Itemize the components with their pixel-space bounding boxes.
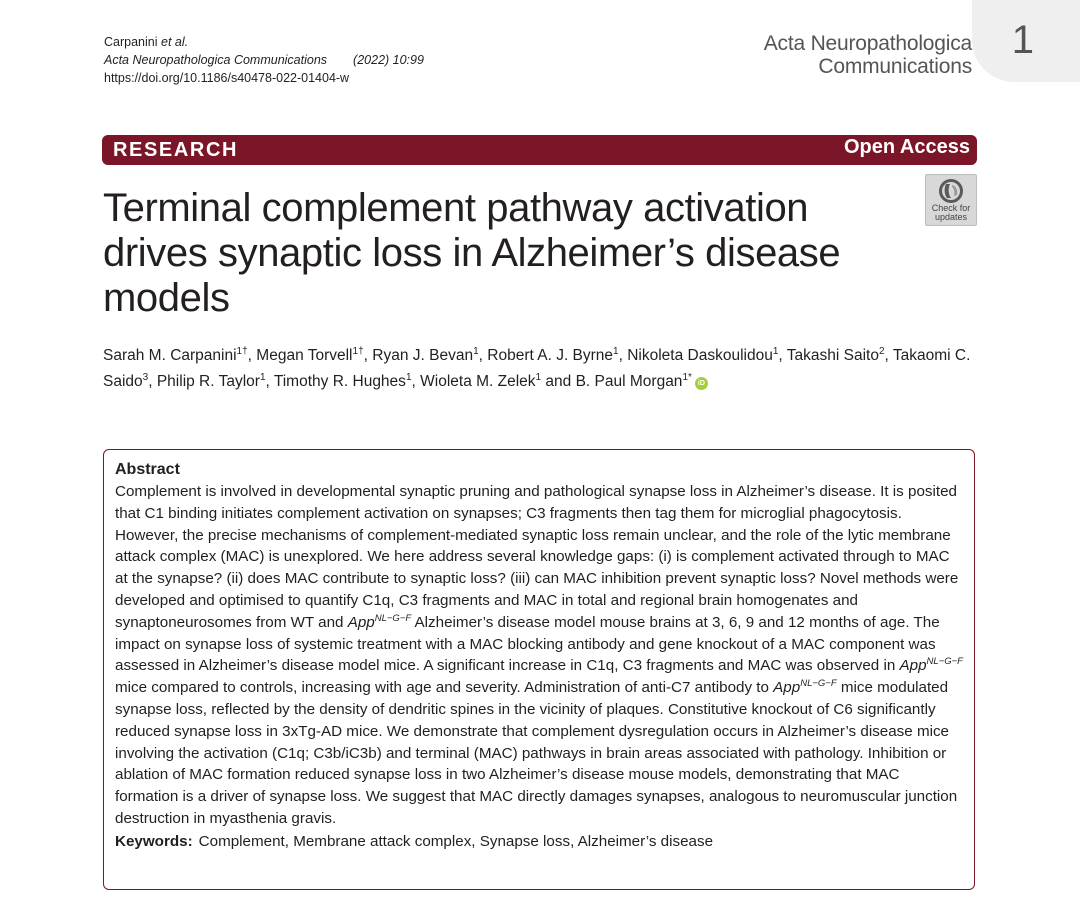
author-affiliation: 1* xyxy=(682,371,692,383)
citation-volume: (2022) 10:99 xyxy=(353,53,424,67)
citation-journal: Acta Neuropathologica Communications xyxy=(104,53,328,67)
gene-name: App xyxy=(899,657,927,675)
author-affiliation: 1 xyxy=(473,345,479,357)
abstract-segment: Alzheimer’s disease model mouse brains at 3, 6, 9 and 12 months of age. The impact on synapse loss of systemic treatment with a MAC blocking antibody and gene knockout of a MAC component was assessed in Alzheimer’s disease model mice. A significant increase in C1q, C3 fragments and MAC was observed in xyxy=(115,613,940,675)
author-name: Takaomi C. Saido xyxy=(103,347,971,390)
author-affiliation: 1 xyxy=(405,371,412,383)
gene-name: App xyxy=(347,613,375,631)
gene-superscript: NL−G−F xyxy=(374,612,412,624)
orcid-icon[interactable]: iD xyxy=(695,377,708,390)
check-updates-line1: Check for xyxy=(931,203,971,213)
page-number: 1 xyxy=(1011,18,1034,62)
journal-logo xyxy=(764,32,972,78)
author-list: Sarah M. Carpanini$^{1\dagger}$, Megan Torvell$^{1\dagger}$, Ryan J. Bevan$^1$, Robert A. J. Byrne$^1$, Nikoleta Daskoulidou$^1$, Takashi Saito$^2$, Takaomi C. Saido$^3$, Philip R. Taylor$^1$, Timothy R. Hughes$^1$, Wioleta M. Zelek$^1$ and B. Paul Morgan$^{1*}$iD xyxy=(103,345,971,390)
journal-logo-line1: Acta Neuropathologica xyxy=(763,32,972,55)
abstract-segment: Complement is involved in developmental synaptic pruning and pathological synapse loss in Alzheimer’s disease. It is posited that C1 binding initiates complement activation on synapses; C3 fragments then tag them for microglial phagocytosis. However, the precise mechanisms of complement-mediated synaptic loss remain unclear, and the role of the lytic membrane attack complex (MAC) is unexplored. We here address several knowledge gaps: (i) is complement activated through to MAC at the synapse? (ii) does MAC contribute to synaptic loss? (iii) can MAC inhibition prevent synaptic loss? Novel methods were developed and optimised to quantify C1q, C3 fragments and MAC in total and regional brain homogenates and synaptoneurosomes from WT and xyxy=(115,483,959,631)
abstract-text xyxy=(115,481,963,830)
author-name: B. Paul Morgan xyxy=(575,373,683,390)
author-name: Sarah M. Carpanini xyxy=(103,347,237,364)
gene-name: App xyxy=(773,679,801,697)
author-name: Robert A. J. Byrne xyxy=(487,347,614,364)
page-number-tab xyxy=(972,0,1080,82)
gene-superscript: NL−G−F xyxy=(800,678,837,690)
citation-first-author: Carpanini xyxy=(104,35,158,49)
check-for-updates-badge[interactable] xyxy=(925,174,977,226)
citation-doi-link[interactable]: https://doi.org/10.1186/s40478-022-01404-w xyxy=(104,71,350,85)
author-affiliation: 1 xyxy=(259,371,266,383)
author-name: Megan Torvell xyxy=(256,347,353,364)
author-conjunction: and xyxy=(541,373,576,390)
abstract-segment: mice modulated synapse loss, reflected by the density of dendritic spines in the vicinity of plaques. Constitutive knockout of C6 significantly reduced synapse loss in 3xTg-AD mice. We demonstrate that complement dysregulation occurs in Alzheimer’s disease mice involving the activation (C1q; C3b/iC3b) and terminal (MAC) pathways in brain areas associated with pathology. Inhibition or ablation of MAC formation reduced synapse loss in two Alzheimer’s disease mouse models, demonstrating that MAC formation is a driver of synapse loss. We suggest that MAC directly damages synapses, analogous to neuromuscular junction destruction in myasthenia gravis. xyxy=(115,679,958,827)
article-type-label: RESEARCH xyxy=(113,139,239,161)
check-updates-line2: updates xyxy=(934,212,968,222)
author-affiliation: 1† xyxy=(352,345,364,357)
author-affiliation: 1 xyxy=(613,345,619,357)
author-affiliation: 2 xyxy=(878,345,885,357)
citation-authors xyxy=(104,33,424,51)
journal-logo-line2: Communications xyxy=(818,55,972,78)
keywords-text: Complement, Membrane attack complex, Synapse loss, Alzheimer’s disease xyxy=(198,832,714,850)
author-name: Wioleta M. Zelek xyxy=(420,373,536,390)
citation-journal-line xyxy=(104,51,424,69)
open-access-label: Open Access xyxy=(844,136,970,158)
abstract-segment: mice compared to controls, increasing with age and severity. Administration of anti-C7 antibody to xyxy=(115,679,774,697)
citation-et-al: et al. xyxy=(161,35,189,49)
author-name: Ryan J. Bevan xyxy=(372,347,474,364)
author-name: Timothy R. Hughes xyxy=(273,373,406,390)
keywords xyxy=(115,831,963,853)
keywords-label: Keywords: xyxy=(115,832,193,850)
author-name: Takashi Saito xyxy=(786,347,879,364)
article-type-banner xyxy=(102,135,977,165)
author-affiliation: 1† xyxy=(236,345,248,357)
abstract-heading: Abstract xyxy=(115,461,180,478)
article-title: Terminal complement pathway activation drives synaptic loss in Alzheimer’s disease models xyxy=(103,186,841,320)
abstract-box xyxy=(103,449,975,890)
author-affiliation: 1 xyxy=(535,371,542,383)
author-name: Philip R. Taylor xyxy=(156,373,260,390)
author-affiliation: 3 xyxy=(142,371,149,383)
check-for-updates-icon xyxy=(938,178,964,204)
citation-header xyxy=(104,33,424,87)
author-affiliation: 1 xyxy=(772,345,779,357)
gene-superscript: NL−G−F xyxy=(926,656,963,668)
author-name: Nikoleta Daskoulidou xyxy=(627,347,773,364)
